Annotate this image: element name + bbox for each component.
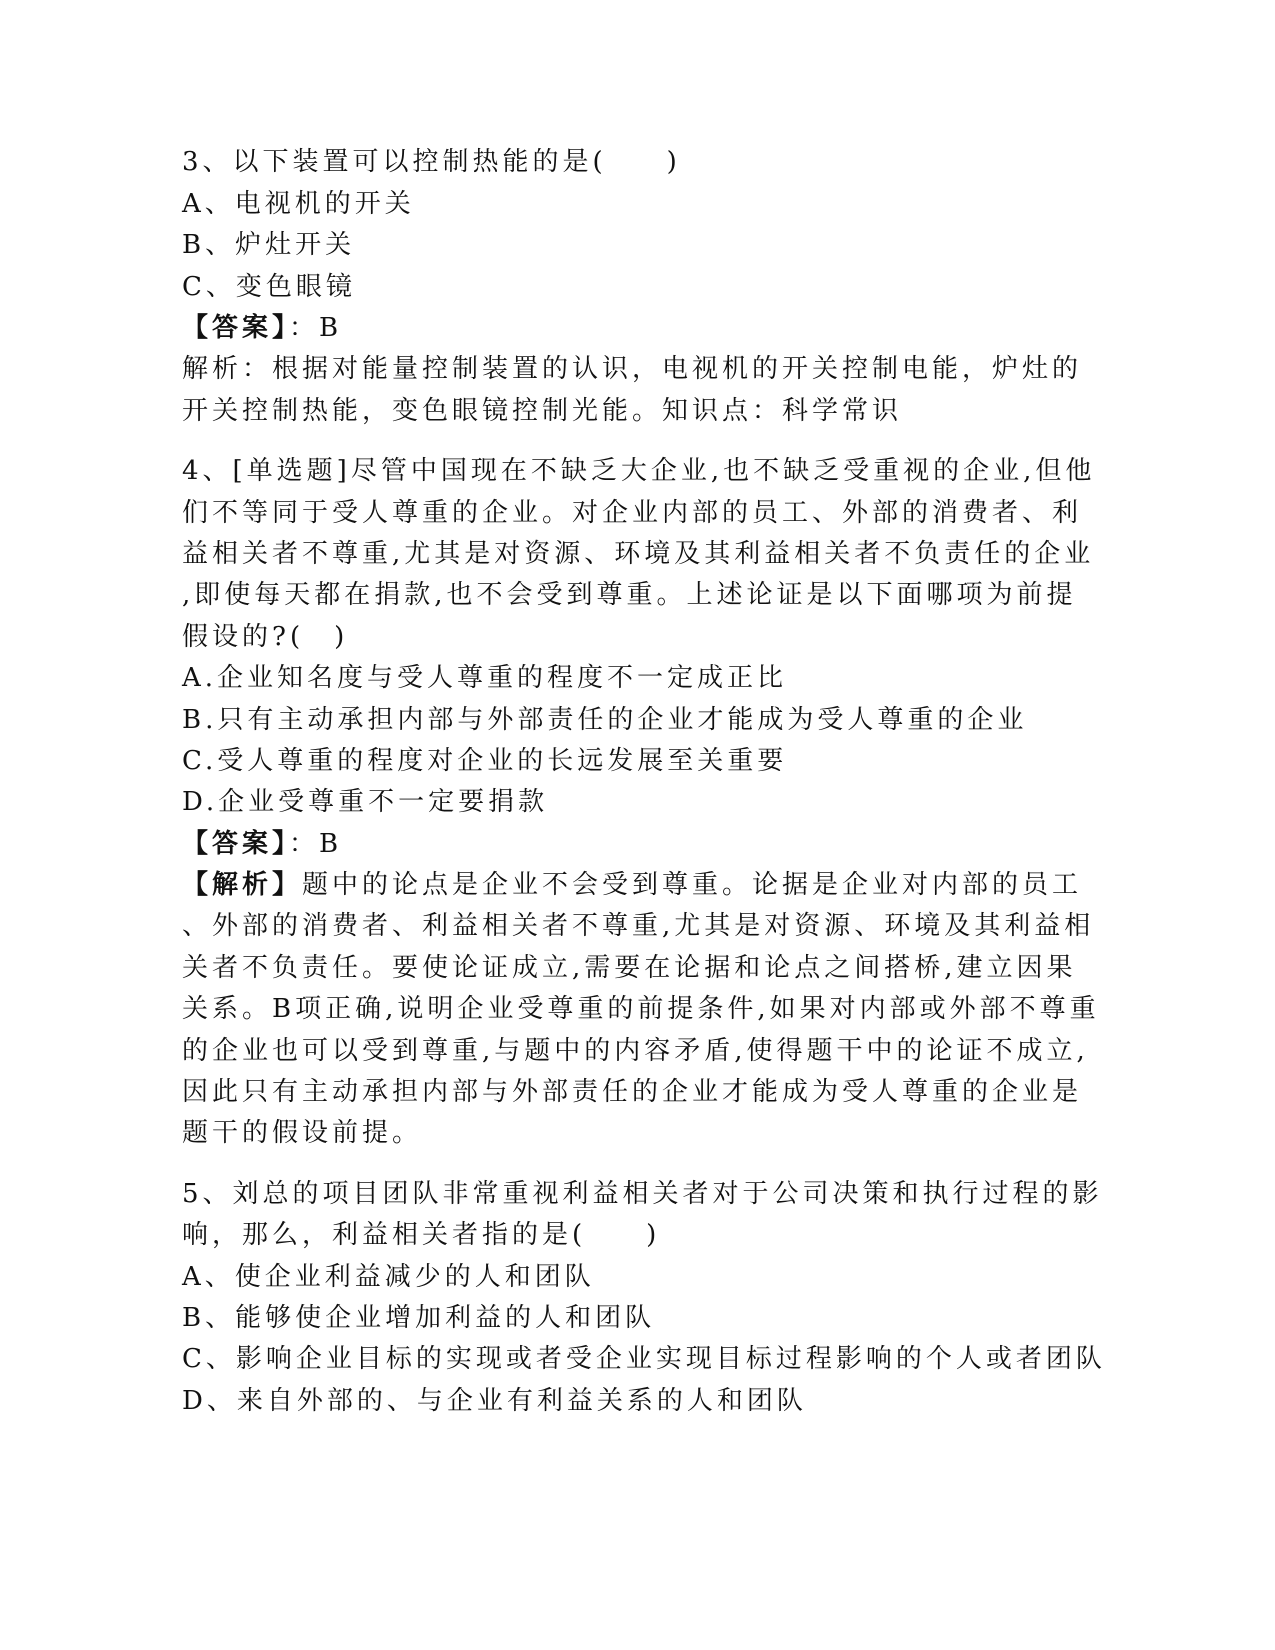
question-3-stem: 3、以下装置可以控制热能的是( )	[182, 147, 681, 177]
question-3-analysis-line: 解析：根据对能量控制装置的认识，电视机的开关控制电能，炉灶的	[182, 354, 1083, 384]
question-4-answer	[182, 828, 342, 860]
question-4-stem-line: 4、[单选题]尽管中国现在不缺乏大企业,也不缺乏受重视的企业,但他	[182, 456, 1096, 486]
question-4-analysis-line: 、外部的消费者、利益相关者不尊重,尤其是对资源、环境及其利益相	[182, 911, 1095, 941]
question-4-analysis-line: 题干的假设前提。	[182, 1118, 423, 1148]
question-3-option-b: B、炉灶开关	[182, 230, 356, 260]
question-4-analysis-line: 关者不负责任。要使论证成立,需要在论据和论点之间搭桥,建立因果	[182, 953, 1077, 983]
question-3-option-a: A、电视机的开关	[182, 189, 415, 219]
question-3-answer	[182, 312, 342, 344]
question-4-stem-line: 们不等同于受人尊重的企业。对企业内部的员工、外部的消费者、利	[182, 498, 1083, 528]
question-4-analysis-line: 关系。B项正确,说明企业受尊重的前提条件,如果对内部或外部不尊重	[182, 994, 1100, 1024]
answer-value: ：B	[289, 829, 343, 859]
question-4-analysis-line: 的企业也可以受到尊重,与题中的内容矛盾,使得题干中的论证不成立,	[182, 1036, 1089, 1066]
question-4-analysis-line: 因此只有主动承担内部与外部责任的企业才能成为受人尊重的企业是	[182, 1077, 1083, 1107]
answer-label: 【答案】	[182, 829, 290, 859]
question-4-option-d: D.企业受尊重不一定要捐款	[182, 787, 549, 817]
question-5-option-d: D、来自外部的、与企业有利益关系的人和团队	[182, 1386, 807, 1416]
question-5-option-c: C、影响企业目标的实现或者受企业实现目标过程影响的个人或者团队	[182, 1344, 1106, 1374]
analysis-text: 题中的论点是企业不会受到尊重。论据是企业对内部的员工	[302, 870, 1083, 900]
question-5-option-b: B、能够使企业增加利益的人和团队	[182, 1303, 656, 1333]
question-4-option-a: A.企业知名度与受人尊重的程度不一定成正比	[182, 663, 788, 693]
analysis-label: 【解析】	[182, 870, 303, 900]
question-5-stem-line: 响，那么，利益相关者指的是( )	[182, 1220, 661, 1250]
question-3-option-c: C、变色眼镜	[182, 272, 356, 302]
question-5-stem-line: 5、刘总的项目团队非常重视利益相关者对于公司决策和执行过程的影	[182, 1179, 1103, 1209]
answer-label: 【答案】	[182, 313, 290, 343]
question-4-option-b: B.只有主动承担内部与外部责任的企业才能成为受人尊重的企业	[182, 705, 1028, 735]
question-3-analysis-line: 开关控制热能，变色眼镜控制光能。知识点：科学常识	[182, 396, 903, 426]
question-4-analysis-line	[182, 869, 1082, 901]
question-4-stem-line: ,即使每天都在捐款,也不会受到尊重。上述论证是以下面哪项为前提	[182, 580, 1077, 610]
question-4-stem-line: 假设的?( )	[182, 622, 349, 652]
question-4-stem-line: 益相关者不尊重,尤其是对资源、环境及其利益相关者不负责任的企业	[182, 539, 1095, 569]
answer-value: ：B	[289, 313, 343, 343]
question-4-option-c: C.受人尊重的程度对企业的长远发展至关重要	[182, 746, 788, 776]
question-5-option-a: A、使企业利益减少的人和团队	[182, 1262, 595, 1292]
